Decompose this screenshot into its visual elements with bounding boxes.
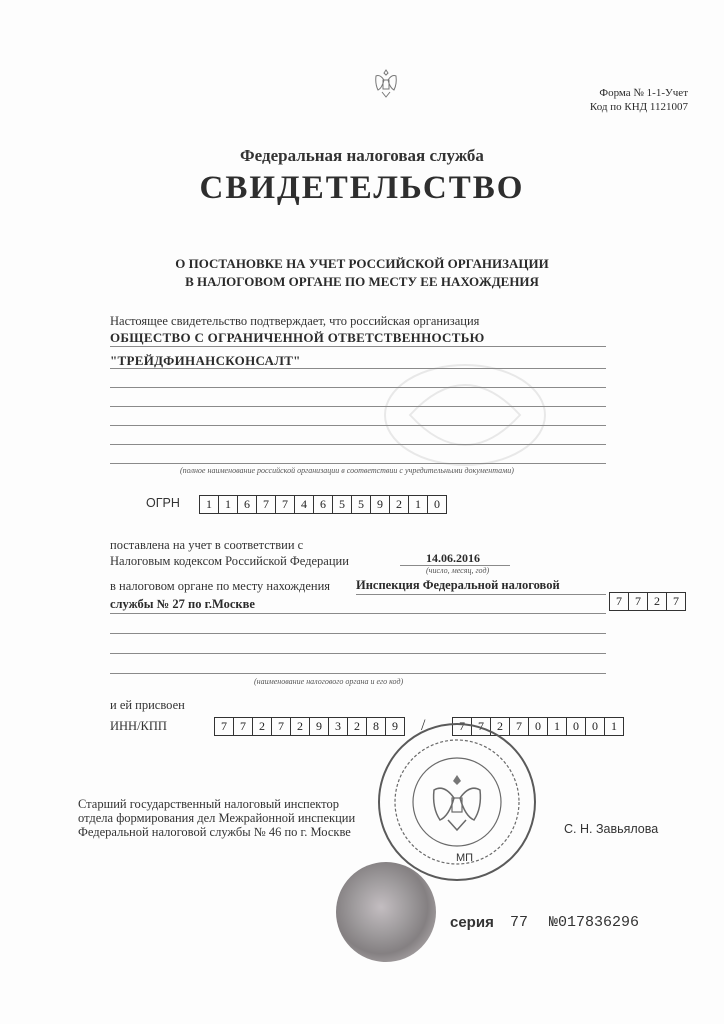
assigned-text: и ей присвоен xyxy=(110,698,185,712)
inn-kpp-separator: / xyxy=(421,717,426,734)
inn-digit: 9 xyxy=(309,717,329,736)
form-info xyxy=(590,86,688,114)
registration-line-1: поставлена на учет в соответствии с xyxy=(110,538,304,552)
form-line xyxy=(356,594,606,595)
seal-place-label: МП xyxy=(456,852,474,864)
form-number: Форма № 1-1-Учет xyxy=(599,87,688,99)
kpp-digit: 0 xyxy=(566,717,586,736)
form-line xyxy=(110,444,606,445)
ogrn-digit: 4 xyxy=(294,495,314,514)
form-line xyxy=(110,633,606,634)
tax-organ-code-digit: 2 xyxy=(647,592,667,611)
organization-name-line-1: ОБЩЕСТВО С ОГРАНИЧЕННОЙ ОТВЕТСТВЕННОСТЬЮ xyxy=(110,330,485,345)
ogrn-digit: 5 xyxy=(351,495,371,514)
form-line xyxy=(110,463,606,464)
registration-line-2: Налоговым кодексом Российской Федерации xyxy=(110,554,349,568)
inn-digit: 3 xyxy=(328,717,348,736)
kpp-digit: 7 xyxy=(509,717,529,736)
subtitle-line-2: В НАЛОГОВОМ ОРГАНЕ ПО МЕСТУ ЕЕ НАХОЖДЕНИЯ xyxy=(185,274,539,289)
inn-digit: 7 xyxy=(233,717,253,736)
ogrn-digit: 9 xyxy=(370,495,390,514)
form-line xyxy=(110,368,606,369)
document-subtitle xyxy=(0,255,724,291)
inspector-line-3: Федеральной налоговой службы № 46 по г. Москве xyxy=(78,825,351,839)
serial-label: серия xyxy=(450,914,494,931)
tax-organ-name-line-2: службы № 27 по г.Москве xyxy=(110,597,255,611)
inn-digit: 2 xyxy=(252,717,272,736)
ogrn-digit: 7 xyxy=(256,495,276,514)
tax-organ-hint: (наименование налогового органа и его код) xyxy=(254,677,404,686)
form-line xyxy=(110,613,606,614)
document-title: СВИДЕТЕЛЬСТВО xyxy=(199,170,525,206)
ogrn-digit: 6 xyxy=(237,495,257,514)
ogrn-digit-cells xyxy=(199,495,446,514)
registration-date: 14.06.2016 xyxy=(426,551,480,565)
organization-name-line-2: "ТРЕЙДФИНАНСКОНСАЛТ" xyxy=(110,353,301,368)
ogrn-digit: 7 xyxy=(275,495,295,514)
inn-digit: 7 xyxy=(214,717,234,736)
inspector-title xyxy=(78,797,355,839)
inspector-line-1: Старший государственный налоговый инспектор xyxy=(78,797,339,811)
form-line xyxy=(110,387,606,388)
kpp-digit: 0 xyxy=(528,717,548,736)
ogrn-digit: 1 xyxy=(199,495,219,514)
inn-digit: 8 xyxy=(366,717,386,736)
kpp-digit: 1 xyxy=(604,717,624,736)
kpp-digit: 7 xyxy=(471,717,491,736)
inn-kpp-label: ИНН/КПП xyxy=(110,719,167,733)
kpp-digit: 2 xyxy=(490,717,510,736)
service-name: Федеральная налоговая служба xyxy=(240,146,484,165)
knd-code: Код по КНД 1121007 xyxy=(589,101,688,113)
hologram-sticker xyxy=(336,862,436,962)
ogrn-digit: 6 xyxy=(313,495,333,514)
ogrn-digit: 1 xyxy=(218,495,238,514)
kpp-digit: 7 xyxy=(452,717,472,736)
subtitle-line-1: О ПОСТАНОВКЕ НА УЧЕТ РОССИЙСКОЙ ОРГАНИЗАЦИИ xyxy=(175,256,549,271)
signer-name: С. Н. Завьялова xyxy=(564,822,659,836)
kpp-digit: 0 xyxy=(585,717,605,736)
organization-intro: Настоящее свидетельство подтверждает, что российская организация xyxy=(110,314,480,328)
registration-place-intro: в налоговом органе по месту нахождения xyxy=(110,579,331,593)
ogrn-digit: 2 xyxy=(389,495,409,514)
tax-organ-code-digit: 7 xyxy=(628,592,648,611)
form-line xyxy=(110,653,606,654)
form-line xyxy=(110,346,606,347)
registration-date-hint: (число, месяц, год) xyxy=(426,566,490,575)
form-line xyxy=(110,406,606,407)
watermark-emblem-icon xyxy=(380,360,550,470)
double-headed-eagle-emblem-icon xyxy=(372,66,400,100)
inspector-line-2: отдела формирования дел Межрайонной инспекции xyxy=(78,811,356,825)
form-line xyxy=(110,673,606,674)
inn-digit: 9 xyxy=(385,717,405,736)
form-line xyxy=(110,425,606,426)
inn-digit: 7 xyxy=(271,717,291,736)
inn-digit: 2 xyxy=(347,717,367,736)
tax-organ-name-line-1: Инспекция Федеральной налоговой xyxy=(356,578,560,592)
tax-organ-code-digit: 7 xyxy=(666,592,686,611)
ogrn-label: ОГРН xyxy=(146,496,180,510)
ogrn-digit: 5 xyxy=(332,495,352,514)
tax-organ-code-digit: 7 xyxy=(609,592,629,611)
kpp-digit: 1 xyxy=(547,717,567,736)
ogrn-digit: 1 xyxy=(408,495,428,514)
ogrn-digit: 0 xyxy=(427,495,447,514)
serial-number: №017836296 xyxy=(549,914,640,931)
inn-digit: 2 xyxy=(290,717,310,736)
tax-organ-code-cells xyxy=(609,592,685,611)
serial-series: 77 xyxy=(510,914,529,931)
organization-name-hint: (полное наименование российской организации в соответствии с учредительными документами) xyxy=(180,466,514,475)
